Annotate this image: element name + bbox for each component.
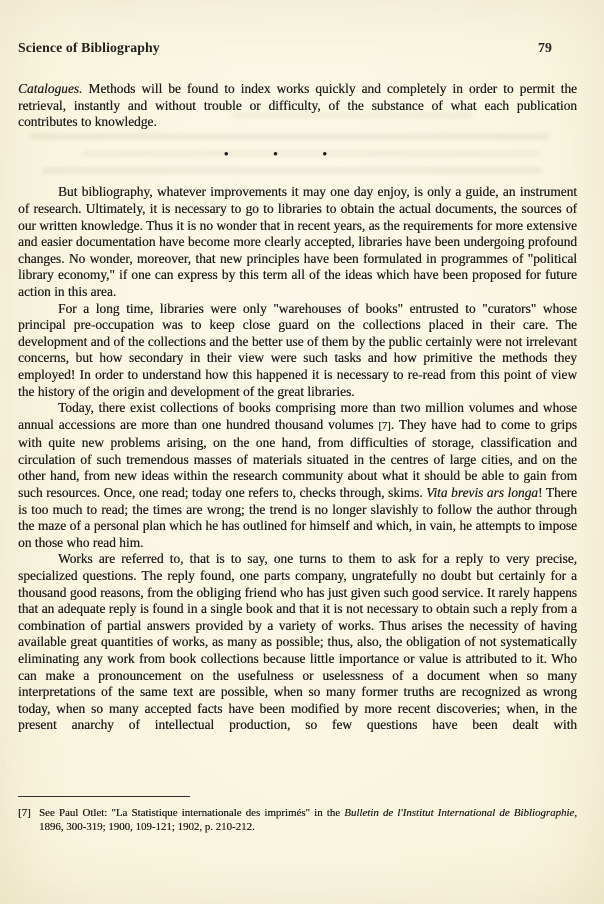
- footnote-rule: [18, 796, 190, 797]
- text-segment: For a long time, libraries were only "warehouses of books" entrusted to "curators" whose principal pre-occupation was to keep close guard on the collections placed in their care. The development and of the collections and the better use of them by the public certainly were not irrelevant concerns, but how secondary in their view were such tasks and how primitive the methods they employed! In order to understand how this happened it is necessary to re-read from this point of view the history of the origin and development of the great libraries.: [18, 300, 577, 399]
- text-segment: , 1896, 300-319; 1900, 109-121; 1902, p. 210-212.: [39, 807, 578, 833]
- italic-text-segment: Vita brevis ars longa: [426, 485, 538, 501]
- paragraph-works-referred: [18, 551, 577, 734]
- footnote-marker: [7]: [18, 807, 31, 819]
- italic-text-segment: Catalogues.: [18, 81, 83, 96]
- text-segment: ! There is too much to read; the times are wrong; the trend is no longer slavishly to follow the author through the maze of a personal plan which he has outlined for himself and which, in vain, he attempts to impose on those who read him.: [18, 485, 577, 550]
- paragraph-today-collections: [18, 400, 577, 551]
- separator-dot: •: [223, 146, 229, 163]
- separator-dot: •: [272, 146, 279, 163]
- paragraph-catalogues: [18, 81, 577, 131]
- text-segment: Works are referred to, that is to say, one turns to them to ask for a reply to very precise, specialized questions. The reply found, one parts company, ungratefully no doubt but certainly for a thousand good reasons, from the obliging friend who has just given such good service. It rarely happens that an adequate reply is found in a single book and that it is not necessary to obtain such a reply from a combination of partial answers provided by a variety of works. Thus arises the necessity of having available great quantities of works, as many as possible; thus, also, the obligation of not systematically eliminating any work from book collections because little importance or value is attributed to it. Who can make a pronouncement on the usefulness or uselessness of a document when so many interpretations of the same text are possible, when so many former truths are recognized as wrong today, when so many accepted facts have been modified by more recent discoveries; when, in the present anarchy of intellectual production, so few questions have been dealt with: [18, 551, 577, 733]
- running-header: [18, 40, 577, 56]
- page-title: Science of Bibliography: [18, 40, 160, 55]
- paragraph-but-bibliography: [18, 184, 577, 300]
- italic-text-segment: Bulletin de l'Institut International de Bibliographie: [344, 807, 575, 819]
- text-segment: See Paul Otlet: "La Statistique internationale des imprimés" in the: [39, 807, 345, 819]
- separator-dot: •: [322, 146, 328, 163]
- reference-mark: [7]: [378, 420, 391, 432]
- text-segment: . They have had to come to grips with quite new problems arising, on the one hand, from difficulties of storage, classification and circulation of such tremendous masses of materials situated in the centres of large cities, and on the other hand, from new ideas within the research community about what it should be able to gain from such resources. Once, one read; today one refers to, checks through, skims.: [18, 416, 577, 501]
- page-body: [18, 81, 577, 734]
- text-segment: But bibliography, whatever improvements it may one day enjoy, is only a guide, an instrument of research. Ultimately, it is necessary to go to libraries to obtain the actual documents, the sources of our written knowledge. Thus it is no wonder that in recent years, as the requirements for more extensive and easier documentation have become more clearly accepted, libraries have been undergoing profound changes. No wonder, moreover, that new principles have been formulated in programmes of "political library economy," if one can express by this term all of the ideas which have been proposed for future action in this area.: [18, 184, 577, 299]
- footnote-area: [18, 796, 577, 834]
- footnote-text: [39, 807, 577, 834]
- paragraph-for-a-long-time: [18, 301, 577, 401]
- page-number: 79: [538, 40, 552, 55]
- text-segment: Methods will be found to index works quickly and completely in order to permit the retrieval, instantly and without trouble or difficulty, of the substance of what each publication contributes to knowledge.: [18, 81, 577, 130]
- section-separator: [0, 147, 555, 164]
- text-segment: Today, there exist collections of books comprising more than two million volumes and whose annual accessions are more than one hundred thousand volumes: [18, 400, 577, 432]
- footnote-7: [18, 807, 577, 834]
